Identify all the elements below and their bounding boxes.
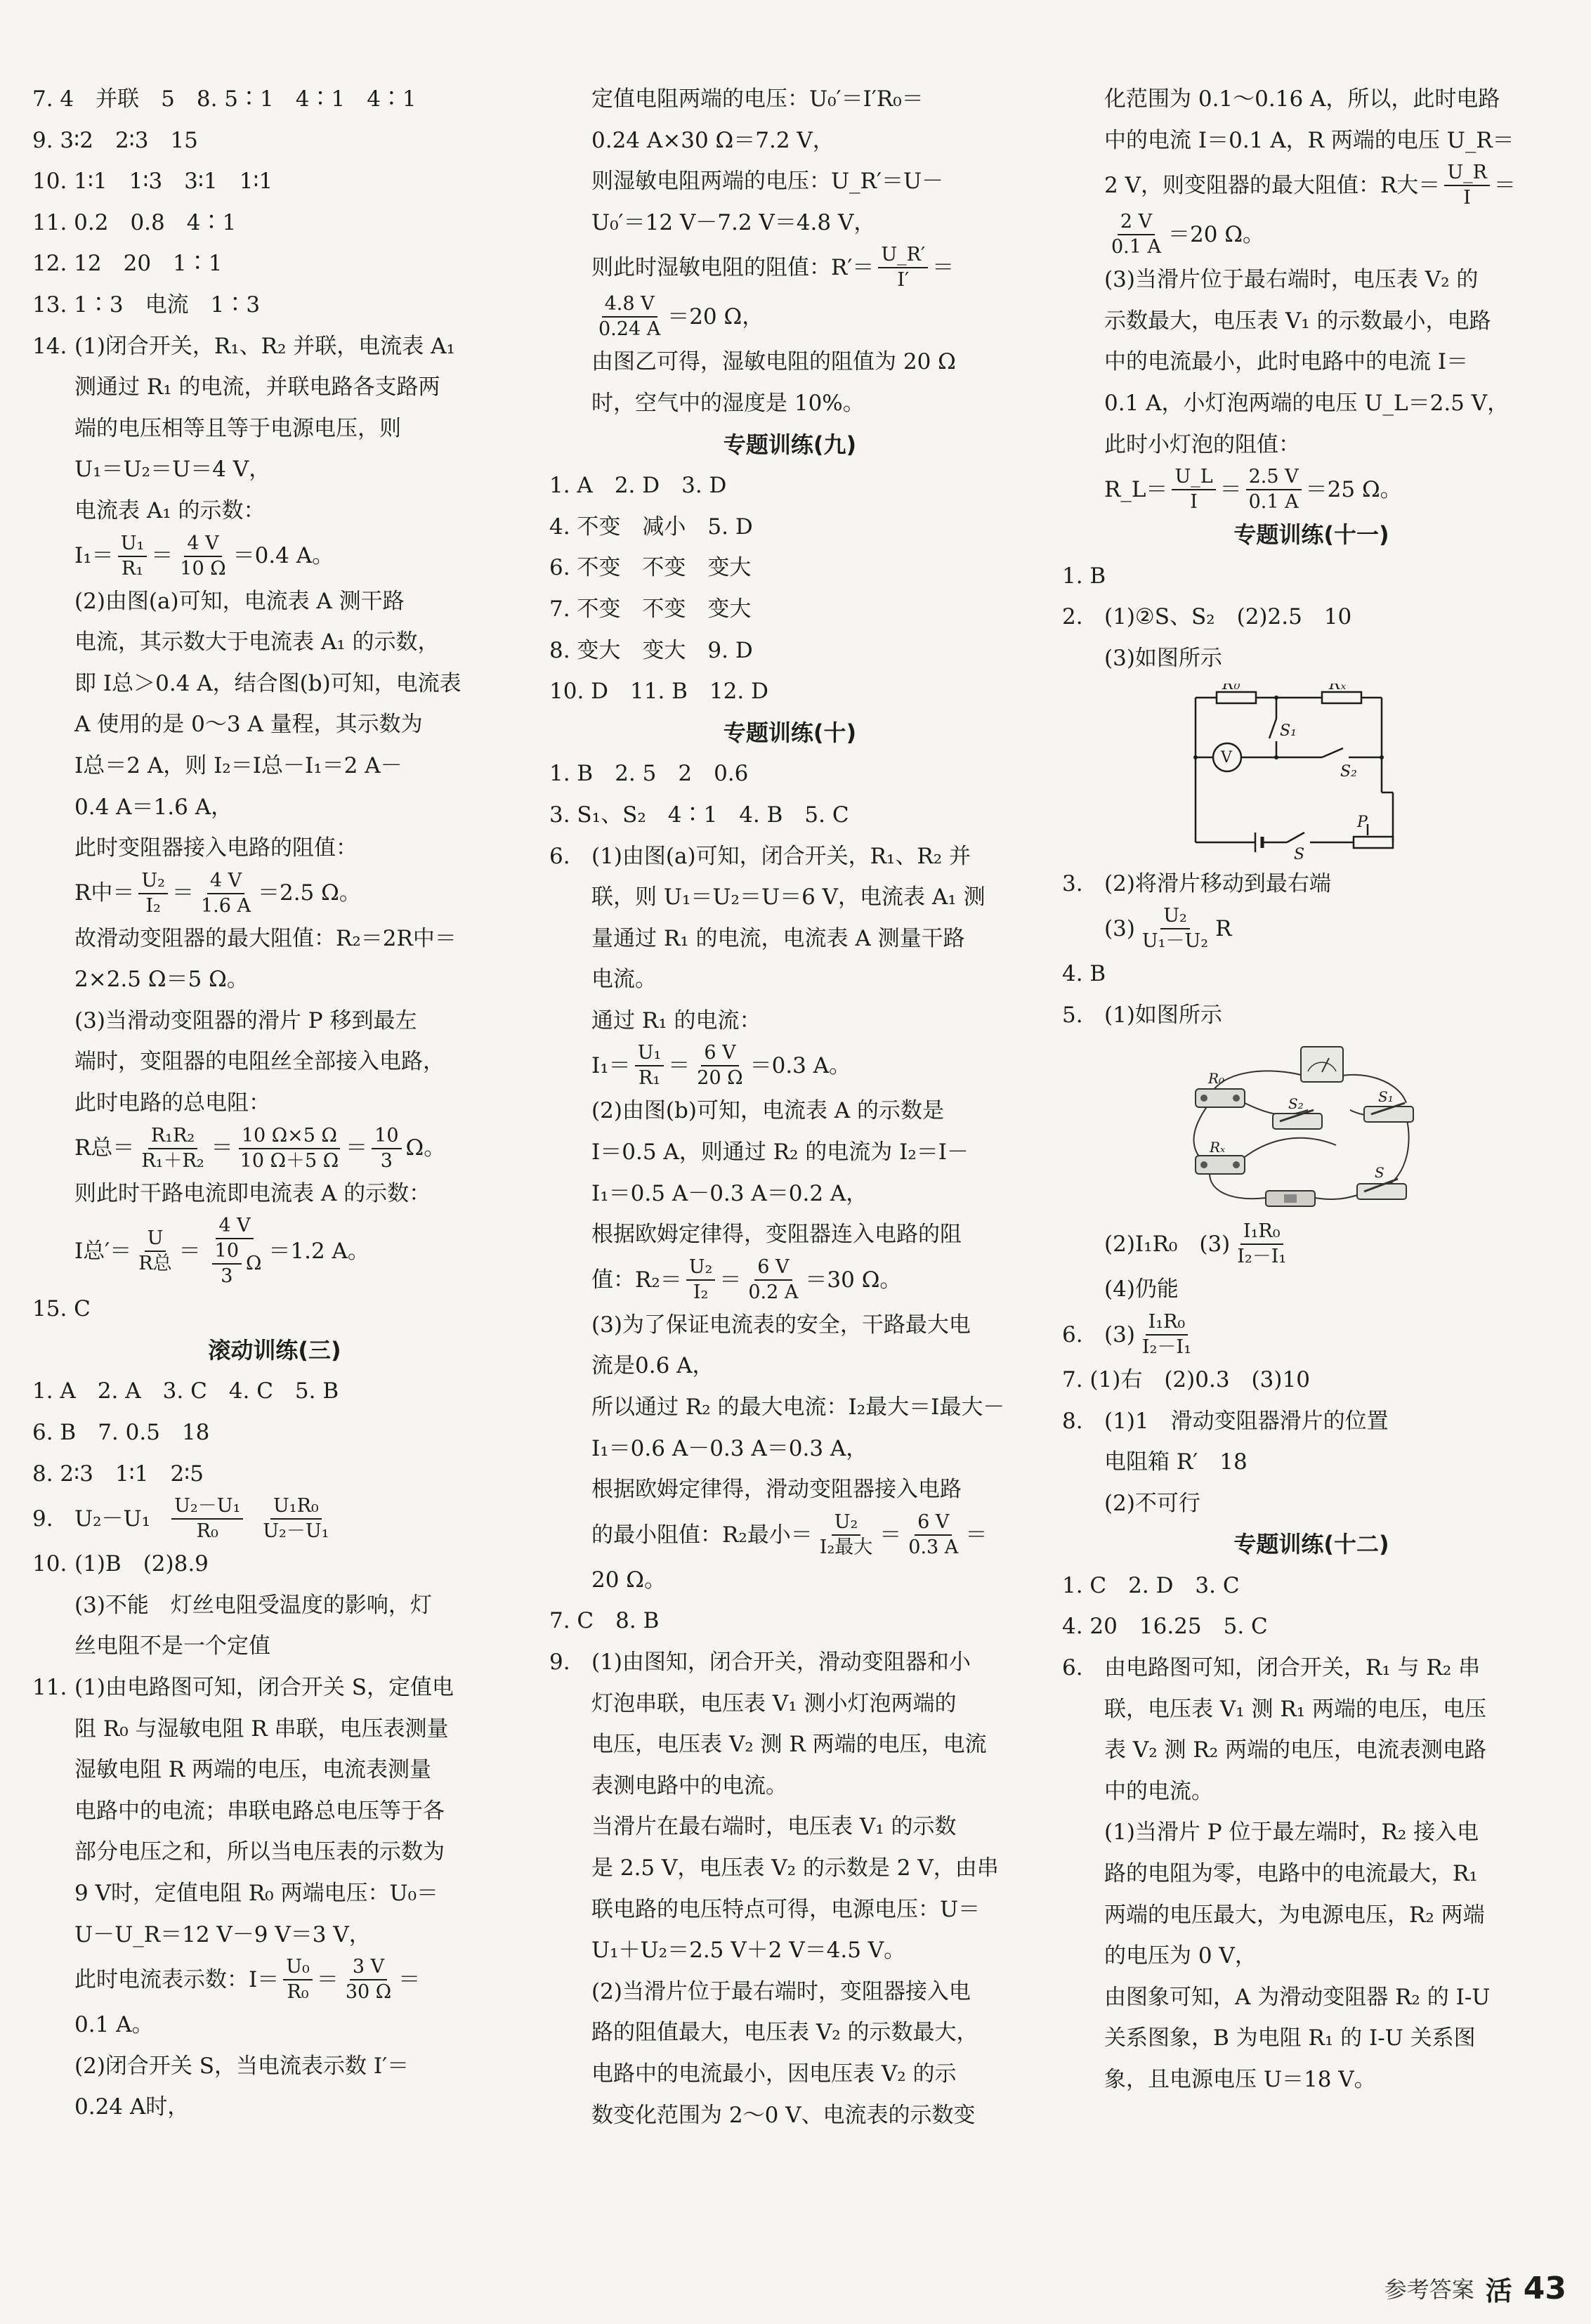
label-s2: S₂ — [1340, 762, 1357, 781]
answer-line: 15. C — [32, 1296, 91, 1322]
answer-line: 8. 2∶3 1∶1 2∶5 — [32, 1461, 204, 1487]
answer-line: 1. B 2. 5 2 0.6 — [549, 761, 749, 787]
label-rx: Rₓ — [1210, 1139, 1226, 1156]
question-2: 2. (1)②S、S₂ (2)2.5 10 (3)如图所示 — [1062, 604, 1352, 671]
section-heading: 滚动训练(三) — [208, 1336, 341, 1364]
answer-line: 3. S₁、S₂ 4∶1 4. B 5. C — [549, 802, 849, 828]
equation: I总′＝ U R总 ＝ 4 V 10 3 Ω ＝1.2 A。 — [74, 1215, 369, 1288]
answer-line: 4. B — [1062, 961, 1106, 987]
equation: 则此时湿敏电阻的阻值：R′＝ U_R′ I′ ＝ — [591, 244, 955, 292]
answer-line: 7. 4 并联 5 8. 5∶1 4∶1 4∶1 — [32, 86, 417, 112]
equation: I₁＝ U₁ R₁ ＝ 4 V 10 Ω ＝0.4 A。 — [74, 532, 334, 580]
battery-icon — [1266, 1191, 1315, 1206]
equation: 此时电流表示数：I＝ U₀ R₀ ＝ 3 V 30 Ω ＝ — [74, 1956, 421, 2004]
fraction: U₂ U₁－U₂ — [1141, 905, 1209, 953]
question-5-continued: (2)I₁R₀ (3) I₁R₀ I₂－I₁ (4)仍能 — [1062, 1220, 1561, 1310]
fraction: 3 V 30 Ω — [345, 1956, 392, 2004]
question-5: 5. (1)如图所示 — [1062, 1002, 1222, 1028]
question-11: 11. (1)由电路图可知，闭合开关 S，定值电 阻 R₀ 与湿敏电阻 R 串联，电压表测量 湿敏电阻 R 两端的电压，电流表测量 电路中的电流；串联电路总电压等于各 部分电压之和，所以当电压表的示数为 9 V时，定值电阻 R₀ 两端电压：U₀＝ U－U_R＝12 V－9 V＝3 V， 此时电流表示数：I＝ U₀ R₀ ＝ 3 V 30 Ω ＝ 0.1 A。 (2)闭合开关 S，当电流表示数 I′＝ 0.24 A时， — [32, 1667, 517, 2128]
answer-line: 4. 不变 减小 5. D — [549, 514, 753, 540]
question-number: 14. — [32, 333, 67, 359]
page-number: 43 — [1523, 2270, 1566, 2306]
switch-s1-icon — [1364, 1103, 1413, 1122]
switch-s1-blade — [1269, 719, 1276, 738]
switch-s-icon — [1357, 1179, 1406, 1199]
label-s: S — [1294, 845, 1305, 859]
question-3: 3. (2)将滑片移动到最右端 (3) U₂ U₁－U₂ R — [1062, 863, 1561, 954]
column-1 — [32, 79, 517, 2128]
answer-line: 1. A 2. D 3. D — [549, 473, 727, 499]
equation: 2 V 0.1 A ＝20 Ω。 — [1104, 210, 1561, 259]
equation: 4.8 V 0.24 A ＝20 Ω， — [591, 292, 1030, 341]
question-6-short — [1062, 1310, 1561, 1359]
answer-line: 6. B 7. 0.5 18 — [32, 1420, 210, 1446]
label-s1: S₁ — [1378, 1088, 1394, 1106]
equation: R_L＝ U_L I ＝ 2.5 V 0.1 A ＝25 Ω。 — [1104, 466, 1402, 514]
fraction: U₂ I₂ — [686, 1255, 716, 1305]
switch-s2-icon — [1273, 1110, 1322, 1129]
physical-circuit-svg — [1167, 1040, 1441, 1215]
circuit-diagram-1 — [1181, 684, 1406, 859]
fraction: U₀ R₀ — [283, 1955, 313, 2004]
fraction: I₁R₀ I₂－I₁ — [1141, 1310, 1191, 1358]
fraction: U_L I — [1172, 465, 1215, 514]
label-rx: Rₓ — [1329, 683, 1347, 693]
equation: (3) U₂ U₁－U₂ R — [1104, 905, 1232, 953]
label-s: S — [1375, 1164, 1384, 1182]
question-6: 6. (1)由图(a)可知，闭合开关，R₁、R₂ 并 联，则 U₁＝U₂＝U＝6 V，电流表 A₁ 测 量通过 R₁ 的电流，电流表 A 测量干路 电流。 通过 R₁ 的电流： I₁＝ U₁ R₁ ＝ 6 V 20 Ω ＝0.3 A。 (2)由图(b)可知，电流表 A 的示数是 I＝0.5 A，则通过 R₂ 的电流为 I₂＝I－ I₁＝0.5 A－0.3 A＝0.2 A， 根据欧姆定律得，变阻器连入电路的阻 值：R₂＝ U₂ I₂ ＝ 6 V 0.2 A ＝30 Ω。 (3)为了保证电流表的安全，干路最大电 流是0.6 A， 所以通过 R₂ 的最大电流：I₂最大＝I最大－ I₁＝0.6 A－0.3 A＝0.3 A， 根据欧姆定律得，滑动变阻器接入电路 的最小阻值：R₂最小＝ U₂ I₂最大 ＝ 6 V 0.3 A ＝ 20 Ω。 — [549, 836, 1030, 1601]
column-3 — [1062, 79, 1561, 2101]
equation: 6. (3) I₁R₀ I₂－I₁ — [1104, 1310, 1561, 1359]
fraction: U₁ R₁ — [635, 1041, 664, 1090]
answer-line: 7. C 8. B — [549, 1608, 660, 1634]
answer-line: 1. C 2. D 3. C — [1062, 1572, 1240, 1598]
fraction: U₁ R₁ — [118, 532, 148, 581]
answer-line: 6. 不变 不变 变大 — [549, 555, 752, 581]
resistor-r0 — [1217, 692, 1256, 703]
section-heading: 专题训练(十) — [723, 719, 857, 746]
section-heading: 专题训练(十二) — [1233, 1531, 1389, 1558]
column-2 — [549, 79, 1030, 2136]
fraction: 4.8 V 0.24 A — [598, 293, 661, 341]
equation: 2 V，则变阻器的最大阻值：R大＝ U_R I ＝ — [1104, 162, 1516, 209]
section-heading: 专题训练(九) — [723, 431, 857, 458]
fraction: R₁R₂ R₁＋R₂ — [141, 1124, 204, 1172]
footer-brand: 活 — [1485, 2275, 1512, 2306]
fraction: U R总 — [138, 1227, 172, 1275]
answer-line: 11. 0.2 0.8 4∶1 — [32, 209, 237, 235]
question-11-continued: 定值电阻两端的电压：U₀′＝I′R₀＝ 0.24 A×30 Ω＝7.2 V， 则湿敏电阻两端的电压：U_R′＝U－ U₀′＝12 V－7.2 V＝4.8 V， 则此时湿敏电阻的阻值：R′＝ U_R′ I′ ＝ 4.8 V 0.24 A ＝20 Ω， 由图乙可得，湿敏电阻的阻值为 20 Ω 时，空气中的湿度是 10%。 — [549, 79, 1030, 424]
answer-line: 9. 3∶2 2∶3 15 — [32, 127, 198, 153]
answer-line: 7. 不变 不变 变大 — [549, 596, 752, 622]
fraction: 4 V 10 Ω — [180, 532, 226, 580]
answer-line: 13. 1∶3 电流 1∶3 — [32, 292, 261, 318]
question-10: 10. (1)B (2)8.9 (3)不能 灯丝电阻受温度的影响，灯 丝电阻不是一个定值 — [32, 1551, 432, 1659]
equation: 的最小阻值：R₂最小＝ U₂ I₂最大 ＝ 6 V 0.3 A ＝ — [591, 1510, 988, 1558]
fraction: U₁R₀ U₂－U₁ — [263, 1495, 329, 1543]
answer-line: 7. (1)右 (2)0.3 (3)10 — [1062, 1366, 1310, 1392]
answer-line: 1. A 2. A 3. C 4. C 5. B — [32, 1378, 339, 1404]
label-p: P — [1357, 813, 1368, 831]
resistor-rx — [1322, 692, 1361, 703]
question-9-continued: 化范围为 0.1～0.16 A，所以，此时电路 中的电流 I＝0.1 A，R 两端的电压 U_R＝ 2 V，则变阻器的最大阻值：R大＝ U_R I ＝ 2 V 0.1 A ＝20 Ω。 (3)当滑片位于最右端时，电压表 V₂ 的 示数最大，电压表 V₁ 的示数最小，电路 中的电流最小，此时电路中的电流 I＝ 0.1 A，小灯泡两端的电压 U_L＝2.5 V， 此时小灯泡的阻值： R_L＝ U_L I ＝ 2.5 V 0.1 A ＝25 Ω。 — [1062, 79, 1561, 514]
fraction: 6 V 0.3 A — [908, 1510, 959, 1558]
wire — [1238, 1138, 1336, 1163]
footer-section-label: 参考答案 — [1384, 2276, 1474, 2303]
fraction: U₂ I₂最大 — [819, 1510, 873, 1558]
question-9: 9. U₂－U₁ U₂－U₁ R₀ U₁R₀ U₂－U₁ — [32, 1494, 517, 1543]
section-heading: 专题训练(十一) — [1233, 521, 1389, 549]
ammeter-icon — [1301, 1047, 1343, 1082]
fraction: 2 V 0.1 A — [1111, 211, 1162, 259]
fraction: 10 Ω×5 Ω 10 Ω＋5 Ω — [240, 1124, 339, 1172]
question-14: 14. (1)闭合开关，R₁、R₂ 并联，电流表 A₁ 测通过 R₁ 的电流，并联电路各支路两 端的电压相等且等于电源电压，则 U₁＝U₂＝U＝4 V， 电流表 A₁ 的示数： I₁＝ U₁ R₁ ＝ 4 V 10 Ω ＝0.4 A。 (2)由图(a)可知，电流表 A 测干路 电流，其示数大于电流表 A₁ 的示数， 即 I总＞0.4 A，结合图(b)可知，电流表 A 使用的是 0～3 A 量程，其示数为 I总＝2 A，则 I₂＝I总－I₁＝2 A－ 0.4 A＝1.6 A， 此时变阻器接入电路的阻值： R中＝ U₂ I₂ ＝ 4 V 1.6 A ＝2.5 Ω。 故滑动变阻器的最大阻值：R₂＝2R中＝ 2×2.5 Ω＝5 Ω。 (3)当滑动变阻器的滑片 P 移到最左 端时，变阻器的电阻丝全部接入电路， 此时电路的总电阻： R总＝ R₁R₂ R₁＋R₂ ＝ 10 Ω×5 Ω 10 Ω＋5 Ω ＝ 10 3 Ω。 则此时干路电流即电流表 A 的示数： I总′＝ U R总 ＝ 4 V 10 3 Ω ＝1.2 A。 — [32, 326, 517, 1289]
fraction: 10 3 — [212, 1239, 242, 1288]
equation: 值：R₂＝ U₂ I₂ ＝ 6 V 0.2 A ＝30 Ω。 — [591, 1255, 902, 1303]
fraction: 10 3 — [372, 1124, 401, 1173]
fraction: I₁R₀ I₂－I₁ — [1237, 1220, 1287, 1268]
question-9: 9. (1)由图知，闭合开关，滑动变阻器和小 灯泡串联，电压表 V₁ 测小灯泡两端的 电压，电压表 V₂ 测 R 两端的电压，电流 表测电路中的电流。 当滑片在最右端时，电压表 V₁ 的示数 是 2.5 V，电压表 V₂ 的示数是 2 V，由串 联电路的电压特点可得，电源电压：U＝ U₁＋U₂＝2.5 V＋2 V＝4.5 V。 (2)当滑片位于最右端时，变阻器接入电 路的阻值最大，电压表 V₂ 的示数最大， 电路中的电流最小，因电压表 V₂ 的示 数变化范围为 2～0 V、电流表的示数变 — [549, 1650, 999, 2128]
equation: R中＝ U₂ I₂ ＝ 4 V 1.6 A ＝2.5 Ω。 — [74, 869, 361, 917]
wire — [1210, 1173, 1266, 1199]
answer-line: 12. 12 20 1∶1 — [32, 251, 223, 277]
page-footer — [1292, 2266, 1566, 2311]
question-6: 6. 由电路图可知，闭合开关，R₁ 与 R₂ 串 联，电压表 V₁ 测 R₁ 两端的电压，电压 表 V₂ 测 R₂ 两端的电压，电流表测电路 中的电流。 (1)当滑片 P 位于最左端时，R₂ 接入电 路的电阻为零，电路中的电流最大，R₁ 两端的电压最大，为电源电压，R₂ 两端 的电压为 0 V， 由图象可知，A 为滑动变阻器 R₂ 的 I-U 关系图象，B 为电阻 R₁ 的 I-U 关系图 象，且电源电压 U＝18 V。 — [1062, 1655, 1491, 2092]
circuit-diagram-svg — [1181, 684, 1406, 859]
circuit-diagram-2 — [1167, 1040, 1441, 1215]
label-v: V — [1221, 748, 1232, 766]
label-s2: S₂ — [1288, 1095, 1304, 1113]
equation: (2)I₁R₀ (3) I₁R₀ I₂－I₁ — [1104, 1220, 1561, 1269]
fraction: 4 V 10 3 Ω — [205, 1214, 265, 1288]
rheostat — [1354, 837, 1393, 848]
label-s1: S₁ — [1280, 722, 1297, 740]
answer-line: 10. 1∶1 1∶3 3∶1 1∶1 — [32, 169, 273, 195]
fraction: U₂－U₁ R₀ — [171, 1494, 243, 1543]
resistor-rx-icon — [1196, 1156, 1245, 1174]
label-r0: R₀ — [1222, 683, 1240, 693]
fraction: U₂ I₂ — [138, 869, 168, 918]
question-8: 8. (1)1 滑动变阻器滑片的位置 电阻箱 R′ 18 (2)不可行 — [1062, 1408, 1389, 1516]
fraction: 2.5 V 0.1 A — [1246, 465, 1302, 514]
equation: R总＝ R₁R₂ R₁＋R₂ ＝ 10 Ω×5 Ω 10 Ω＋5 Ω ＝ 10 3 Ω。 — [74, 1124, 446, 1172]
answer-line: 1. B — [1062, 563, 1106, 589]
switch-s2-blade — [1322, 748, 1343, 757]
fraction: U_R I — [1444, 161, 1490, 210]
fraction: 6 V 20 Ω — [697, 1042, 743, 1090]
answer-line: 8. 变大 变大 9. D — [549, 637, 753, 663]
answer-line: 10. D 11. B 12. D — [549, 679, 768, 705]
fraction: 6 V 0.2 A — [748, 1255, 799, 1303]
label-r0: R₀ — [1208, 1070, 1225, 1088]
switch-s-blade — [1287, 833, 1304, 842]
answer-line: 4. 20 16.25 5. C — [1062, 1614, 1268, 1640]
resistor-r0-icon — [1196, 1089, 1245, 1107]
fraction: U_R′ I′ — [878, 243, 928, 292]
equation: I₁＝ U₁ R₁ ＝ 6 V 20 Ω ＝0.3 A。 — [591, 1042, 851, 1090]
fraction: 4 V 1.6 A — [200, 869, 251, 917]
